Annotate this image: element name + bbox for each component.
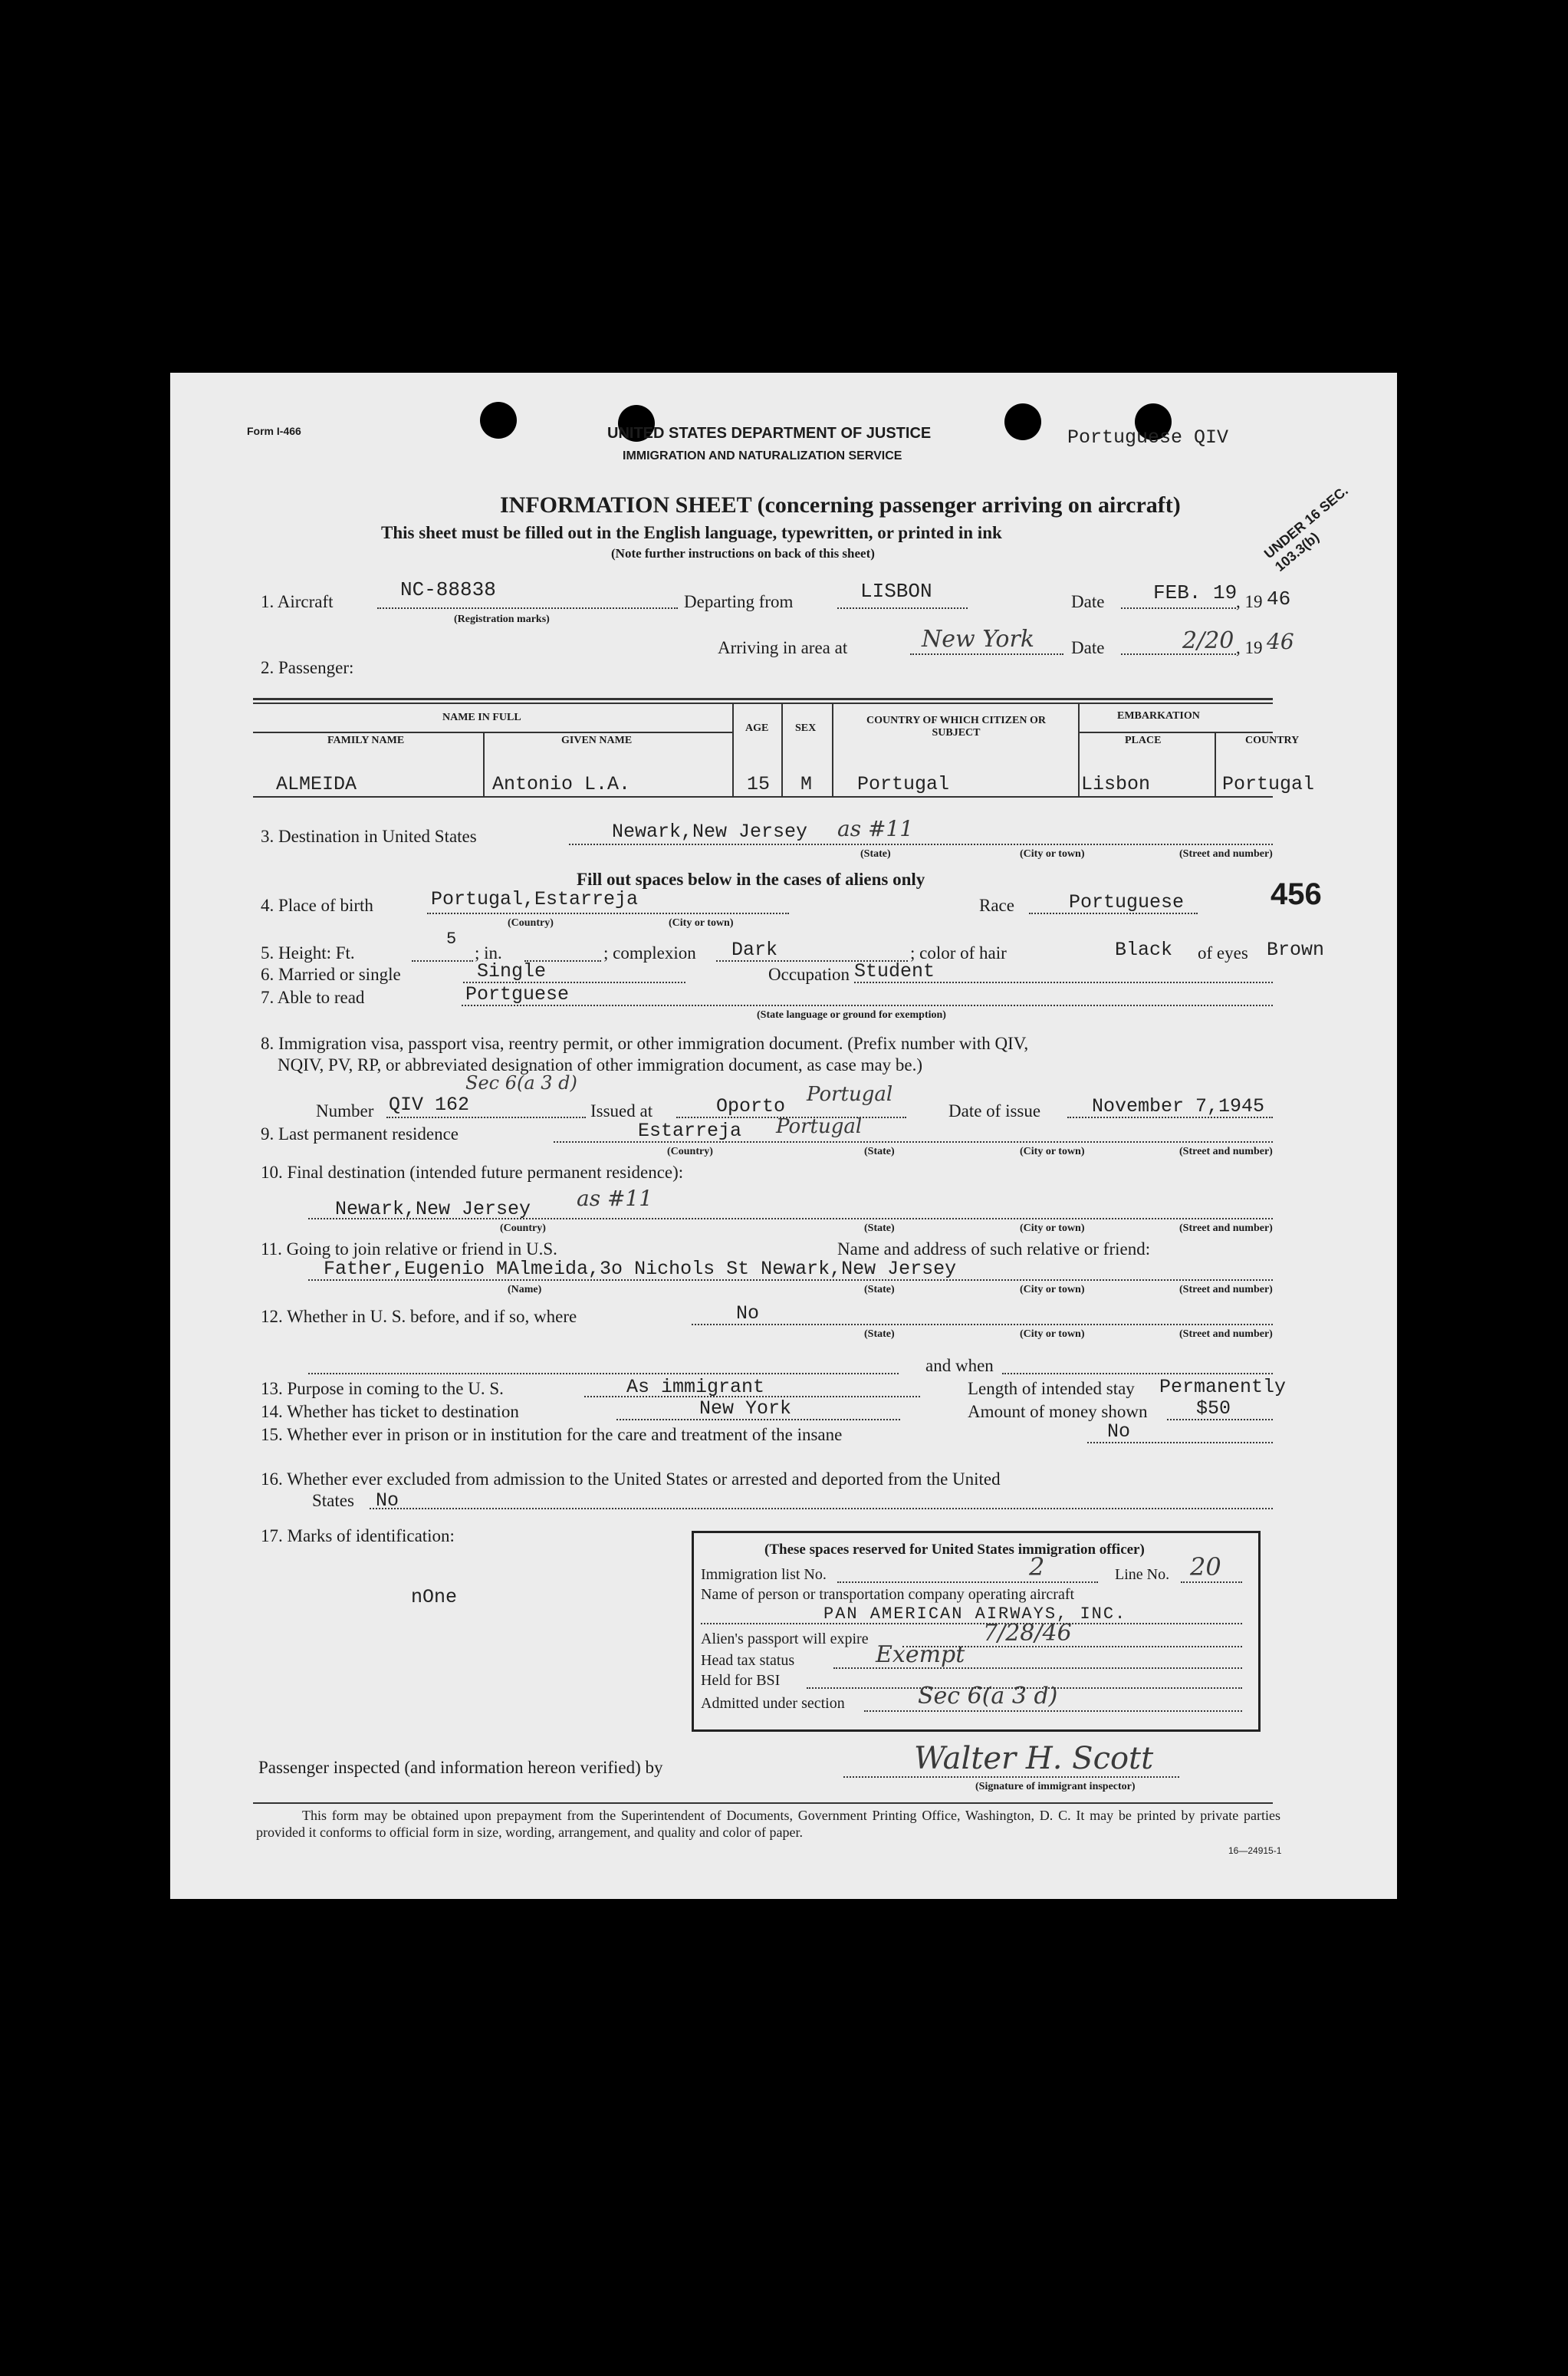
final-note: as #11 (577, 1186, 653, 1211)
residence-label: 9. Last permanent residence (261, 1124, 459, 1144)
hair-value: Black (1115, 939, 1173, 961)
final-state-sublabel: (State) (864, 1223, 895, 1234)
list-no-value: 2 (1029, 1552, 1045, 1581)
eyes-value: Brown (1267, 939, 1325, 961)
race-label: Race (979, 896, 1014, 915)
birth-country-sublabel: (Country) (508, 917, 554, 929)
relative-name-sublabel: (Name) (508, 1284, 542, 1295)
married-label: 6. Married or single (261, 965, 401, 984)
passport-value: 7/28/46 (983, 1620, 1072, 1647)
punch-hole (1004, 403, 1041, 440)
form-number: Form I-466 (247, 425, 301, 437)
read-value: Portguese (465, 983, 570, 1005)
marks-label: 17. Marks of identification: (261, 1526, 455, 1545)
marks-value: nOne (411, 1586, 458, 1608)
embarkation-country-cell: Portugal (1222, 773, 1315, 795)
purpose-value: As immigrant (626, 1376, 765, 1398)
year-prefix: , 19 (1236, 592, 1263, 611)
line-no-label: Line No. (1115, 1566, 1170, 1583)
country-header: COUNTRY (1245, 735, 1300, 746)
purpose-label: 13. Purpose in coming to the U. S. (261, 1379, 504, 1398)
age-cell: 15 (747, 773, 771, 795)
destination-value: Newark,New Jersey (612, 821, 808, 843)
form-note: (Note further instructions on back of this sheet) (611, 546, 875, 561)
final-city-sublabel: (City or town) (1020, 1223, 1085, 1234)
arrival-year-prefix: , 19 (1236, 638, 1263, 657)
tax-value: Exempt (876, 1641, 965, 1668)
final-value: Newark,New Jersey (335, 1198, 531, 1220)
visa-issued-label: Issued at (590, 1101, 653, 1121)
race-value: Portuguese (1069, 891, 1185, 913)
list-no-label: Immigration list No. (701, 1566, 827, 1583)
visa-handnote: Sec 6(a 3 d) (465, 1072, 577, 1094)
tax-label: Head tax status (701, 1652, 795, 1669)
visa-label: 8. Immigration visa, passport visa, reentry permit, or other immigration document. (Prefix number with QIV, (261, 1034, 1029, 1053)
before-value: No (736, 1302, 760, 1325)
date-label: Date (1071, 592, 1105, 611)
print-code: 16—24915-1 (1228, 1845, 1282, 1856)
prison-label: 15. Whether ever in prison or in institution for the care and treatment of the insane (261, 1425, 843, 1444)
aircraft-sublabel: (Registration marks) (454, 614, 550, 625)
arrival-date-label: Date (1071, 638, 1105, 657)
embarkation-place-cell: Lisbon (1081, 773, 1151, 795)
residence-street-sublabel: (Street and number) (1179, 1146, 1273, 1157)
punch-hole (480, 402, 517, 439)
officer-box-title: (These spaces reserved for United States immigration officer) (764, 1542, 1145, 1558)
destination-state-sublabel: (State) (860, 848, 891, 860)
height-label: 5. Height: Ft. (261, 943, 355, 963)
relative-value: Father,Eugenio MAlmeida,3o Nichols St Newark,New Jersey (324, 1258, 957, 1280)
arrival-label: Arriving in area at (718, 638, 848, 657)
sex-cell: M (800, 773, 813, 795)
agency-name: UNITED STATES DEPARTMENT OF JUSTICE (607, 425, 932, 442)
before-state-sublabel: (State) (864, 1328, 895, 1340)
visa-issued-value: Oporto (716, 1095, 786, 1117)
given-name-cell: Antonio L.A. (492, 773, 631, 795)
birth-city-sublabel: (City or town) (669, 917, 734, 929)
inspector-signature: Walter H. Scott (914, 1741, 1154, 1776)
form-sheet (170, 373, 1397, 1899)
ticket-label: 14. Whether has ticket to destination (261, 1402, 519, 1421)
passport-label: Alien's passport will expire (701, 1631, 869, 1647)
destination-street-sublabel: (Street and number) (1179, 848, 1273, 860)
relative-city-sublabel: (City or town) (1020, 1284, 1085, 1295)
given-name-header: GIVEN NAME (561, 735, 633, 746)
relative-label-2: Name and address of such relative or friend: (837, 1239, 1151, 1259)
line-no-value: 20 (1190, 1552, 1221, 1581)
destination-city-sublabel: (City or town) (1020, 848, 1085, 860)
final-label: 10. Final destination (intended future permanent residence): (261, 1163, 684, 1182)
section-value: Sec 6(a 3 d) (918, 1683, 1058, 1710)
excluded-value: No (376, 1489, 399, 1512)
prison-value: No (1107, 1420, 1131, 1443)
bsi-label: Held for BSI (701, 1672, 781, 1689)
visa-date-label: Date of issue (948, 1101, 1041, 1121)
arrival-date-value: 2/20 (1182, 627, 1234, 654)
read-label: 7. Able to read (261, 988, 365, 1007)
visa-issued-hand: Portugal (807, 1083, 893, 1106)
residence-value: Estarreja (638, 1120, 742, 1142)
birth-value: Portugal,Estarreja (431, 888, 639, 910)
inspected-sublabel: (Signature of immigrant inspector) (975, 1781, 1136, 1792)
final-country-sublabel: (Country) (500, 1223, 546, 1234)
destination-label: 3. Destination in United States (261, 827, 477, 846)
money-value: $50 (1196, 1397, 1231, 1420)
departing-label: Departing from (684, 592, 794, 611)
before-when-label: and when (925, 1356, 994, 1375)
visa-label-2: NQIV, PV, RP, or abbreviated designation of other immigration document, as case may be.) (278, 1055, 923, 1074)
visa-date-value: November 7,1945 (1092, 1095, 1265, 1117)
residence-city-sublabel: (City or town) (1020, 1146, 1085, 1157)
stay-label: Length of intended stay (968, 1379, 1135, 1398)
before-street-sublabel: (Street and number) (1179, 1328, 1273, 1340)
section-label: Admitted under section (701, 1695, 845, 1712)
embarkation-header: EMBARKATION (1117, 710, 1200, 722)
residence-country-sublabel: (Country) (667, 1146, 713, 1157)
height-in-label: ; in. (475, 943, 502, 963)
stay-value: Permanently (1159, 1376, 1287, 1398)
aircraft-value: NC-88838 (400, 578, 496, 601)
departing-value: LISBON (860, 580, 932, 603)
form-title: INFORMATION SHEET (concerning passenger arriving on aircraft) (500, 492, 1181, 518)
sex-header: SEX (795, 722, 817, 734)
before-label: 12. Whether in U. S. before, and if so, where (261, 1307, 577, 1326)
arrival-year-value: 46 (1267, 629, 1294, 654)
relative-state-sublabel: (State) (864, 1284, 895, 1295)
occupation-value: Student (854, 960, 935, 982)
inspected-label: Passenger inspected (and information hereon verified) by (258, 1758, 663, 1777)
excluded-label: 16. Whether ever excluded from admission to the United States or arrested and deported from the United (261, 1469, 1001, 1489)
name-in-full-header: NAME IN FULL (442, 712, 521, 723)
visa-number-label: Number (316, 1101, 374, 1121)
aircraft-label: 1. Aircraft (261, 592, 334, 611)
complexion-label: ; complexion (603, 943, 696, 963)
date-value: FEB. 19 (1153, 581, 1238, 604)
form-subtitle: This sheet must be filled out in the English language, typewritten, or printed in ink (381, 523, 1002, 542)
eyes-label: of eyes (1198, 943, 1248, 963)
final-street-sublabel: (Street and number) (1179, 1223, 1273, 1234)
visa-number-value: QIV 162 (389, 1094, 470, 1116)
ticket-value: New York (699, 1397, 792, 1420)
record-number: 456 (1271, 877, 1322, 911)
stamp: UNDER 16 SEC. 103.3(b) (1261, 482, 1351, 575)
place-header: PLACE (1125, 735, 1162, 746)
married-value: Single (477, 960, 547, 982)
family-name-header: FAMILY NAME (327, 735, 405, 746)
complexion-value: Dark (731, 939, 778, 961)
relative-street-sublabel: (Street and number) (1179, 1284, 1273, 1295)
citizen-cell: Portugal (857, 773, 950, 795)
residence-hand: Portugal (776, 1115, 863, 1138)
family-name-cell: ALMEIDA (276, 773, 357, 795)
before-city-sublabel: (City or town) (1020, 1328, 1085, 1340)
company-label: Name of person or transportation company operating aircraft (701, 1586, 1075, 1603)
hair-label: ; color of hair (910, 943, 1007, 963)
citizen-header: COUNTRY OF WHICH CITIZEN OR SUBJECT (866, 715, 1046, 739)
birth-label: 4. Place of birth (261, 896, 373, 915)
arrival-value: New York (922, 626, 1034, 653)
company-value: PAN AMERICAN AIRWAYS, INC. (823, 1604, 1127, 1624)
destination-note: as #11 (837, 816, 914, 841)
read-sublabel: (State language or ground for exemption) (757, 1009, 946, 1021)
classification: Portuguese QIV (1067, 426, 1229, 449)
residence-state-sublabel: (State) (864, 1146, 895, 1157)
service-name: IMMIGRATION AND NATURALIZATION SERVICE (623, 449, 902, 462)
relative-label: 11. Going to join relative or friend in U.S. (261, 1239, 557, 1259)
money-label: Amount of money shown (968, 1402, 1148, 1421)
excluded-label-2: States (312, 1491, 354, 1510)
passenger-label: 2. Passenger: (261, 658, 354, 677)
age-header: AGE (745, 722, 769, 734)
footer-text: This form may be obtained upon prepayment from the Superintendent of Documents, Government Printing Office, Washington, D. C. It may be printed by private parties provided it conforms to official form in size, wording, arrangement, and quality and color of paper. (256, 1808, 1280, 1840)
height-ft-value: 5 (446, 930, 457, 949)
occupation-label: Occupation (768, 965, 850, 984)
aliens-heading: Fill out spaces below in the cases of aliens only (577, 870, 925, 889)
year-value: 46 (1267, 587, 1291, 610)
